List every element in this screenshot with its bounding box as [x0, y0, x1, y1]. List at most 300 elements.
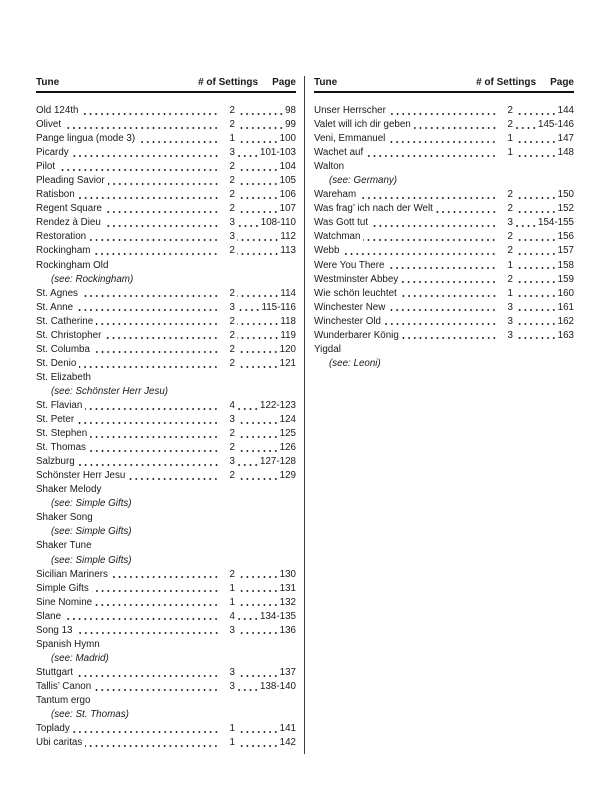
- tune-name: Walton: [314, 161, 345, 173]
- settings-page-gap: [235, 118, 296, 132]
- tune-entry-row: [314, 329, 574, 343]
- settings-count: 1: [507, 133, 513, 145]
- header-settings-label: # of Settings: [476, 77, 537, 88]
- page-number: 158: [557, 259, 574, 271]
- tune-name: Wie schön leuchtet: [314, 287, 397, 299]
- dot-leader: [436, 202, 498, 216]
- tune-name: Restoration: [36, 231, 87, 243]
- tune-name: Shaker Tune: [36, 540, 92, 552]
- settings-page-gap: [235, 202, 296, 216]
- settings-count: 4: [229, 399, 235, 411]
- settings-page-gap: [513, 244, 574, 258]
- dot-leader: [237, 680, 260, 694]
- tune-rows: [314, 104, 574, 371]
- dot-leader: [515, 216, 538, 230]
- tune-name: Pange lingua (mode 3): [36, 133, 136, 145]
- tune-name: Unser Herrscher: [314, 105, 386, 116]
- tune-entry-row: [36, 216, 296, 230]
- page-number: 113: [280, 245, 296, 257]
- dot-leader: [237, 160, 280, 174]
- page-number: 161: [557, 301, 574, 313]
- dot-leader: [237, 287, 280, 301]
- page-number: 124: [279, 414, 296, 426]
- tune-name: St. Anne: [36, 301, 74, 313]
- page-number: 159: [557, 273, 574, 285]
- dot-leader: [237, 329, 280, 343]
- tune-entry-row: [314, 244, 574, 258]
- tune-name: St. Denio: [36, 357, 77, 369]
- dot-leader: [515, 259, 558, 273]
- dot-leader: [389, 104, 498, 118]
- settings-count: 2: [229, 442, 235, 454]
- settings-page-gap: [235, 666, 296, 680]
- tune-name: Westminster Abbey: [314, 273, 399, 285]
- page-number: 141: [279, 723, 296, 735]
- settings-page-gap: [235, 427, 296, 441]
- dot-leader: [515, 146, 558, 160]
- tune-entry-row: [36, 104, 296, 118]
- cross-reference-label: (see: Germany): [329, 175, 398, 187]
- settings-count: 3: [229, 231, 235, 243]
- dot-leader: [92, 582, 220, 596]
- tune-name: Regent Square: [36, 203, 102, 215]
- page-number: 114: [280, 287, 296, 299]
- tune-name: Rockingham Old: [36, 259, 109, 271]
- tune-name: Wareham: [314, 189, 357, 201]
- settings-count: 3: [229, 680, 235, 692]
- dot-leader: [237, 666, 280, 680]
- settings-count: 3: [229, 666, 235, 678]
- settings-page-gap: [235, 722, 296, 736]
- settings-count: 2: [229, 343, 235, 355]
- tune-name: Yigdal: [314, 343, 341, 355]
- settings-count: 3: [507, 301, 513, 313]
- page-number: 119: [280, 329, 296, 341]
- tune-entry-row: [36, 315, 296, 329]
- tune-name: Were You There: [314, 259, 385, 271]
- dot-leader: [95, 596, 220, 610]
- dot-leader: [89, 230, 220, 244]
- settings-count: 2: [229, 568, 235, 580]
- tune-entry-row: [36, 244, 296, 258]
- settings-page-gap: [235, 244, 296, 258]
- tune-entry-row: [36, 666, 296, 680]
- settings-count: 2: [507, 273, 513, 285]
- tune-entry-row: [36, 722, 296, 736]
- tune-name: Olivet: [36, 119, 62, 131]
- dot-leader: [515, 273, 558, 287]
- dot-leader: [237, 216, 261, 230]
- dot-leader: [237, 399, 260, 413]
- tune-name: St. Elizabeth: [36, 371, 92, 383]
- tune-entry-row: [36, 736, 296, 750]
- dot-leader: [237, 427, 280, 441]
- settings-count: 2: [229, 470, 235, 482]
- header-tune-label: Tune: [36, 77, 60, 88]
- settings-count: 2: [507, 203, 513, 215]
- settings-page-gap: [235, 582, 296, 596]
- tune-name: Tallis’ Canon: [36, 680, 92, 692]
- page-number: 106: [279, 189, 296, 201]
- settings-page-gap: [235, 624, 296, 638]
- page-number: 132: [279, 596, 296, 608]
- page-number: 138-140: [260, 680, 296, 692]
- tune-name: Shaker Melody: [36, 484, 102, 496]
- dot-leader: [76, 666, 220, 680]
- page-number: 121: [279, 357, 296, 369]
- settings-page-gap: [513, 118, 574, 132]
- tune-name: Wunderbarer König: [314, 329, 399, 341]
- tune-entry-row: [314, 118, 574, 132]
- tune-name: Ubi caritas: [36, 737, 83, 749]
- dot-leader: [81, 104, 220, 118]
- dot-leader: [515, 188, 558, 202]
- tune-entry-row: [314, 188, 574, 202]
- page-number: 134-135: [260, 610, 296, 622]
- tune-name-row: [36, 259, 296, 273]
- cross-reference-label: (see: Schönster Herr Jesu): [51, 385, 169, 397]
- page-number: 152: [557, 203, 574, 215]
- dot-leader: [81, 287, 220, 301]
- page-number: 129: [279, 470, 296, 482]
- settings-page-gap: [513, 104, 574, 118]
- settings-page-gap: [235, 399, 296, 413]
- header-page-label: Page: [272, 77, 296, 88]
- page-number: 131: [279, 582, 296, 594]
- cross-reference-row: [36, 525, 296, 539]
- settings-page-gap: [235, 104, 296, 118]
- settings-page-gap: [513, 259, 574, 273]
- tune-name: Rockingham: [36, 245, 91, 257]
- settings-page-gap: [513, 132, 574, 146]
- tune-entry-row: [36, 132, 296, 146]
- tune-name: St. Flavian: [36, 399, 83, 411]
- header-tune-label: Tune: [314, 77, 338, 88]
- dot-leader: [388, 301, 498, 315]
- settings-page-gap: [513, 273, 574, 287]
- tune-name-row: [36, 511, 296, 525]
- tune-entry-row: [314, 216, 574, 230]
- dot-leader: [73, 722, 220, 736]
- cross-reference-label: (see: Simple Gifts): [51, 498, 132, 510]
- index-column-right: [314, 77, 574, 371]
- tune-entry-row: [36, 582, 296, 596]
- dot-leader: [72, 146, 220, 160]
- dot-leader: [237, 301, 262, 315]
- settings-page-gap: [235, 413, 296, 427]
- tune-name-row: [314, 343, 574, 357]
- settings-page-gap: [235, 455, 296, 469]
- dot-leader: [94, 680, 220, 694]
- dot-leader: [78, 188, 220, 202]
- tune-name: Winchester Old: [314, 315, 381, 327]
- settings-page-gap: [235, 610, 296, 624]
- page-number: 162: [557, 315, 574, 327]
- tune-name: Shaker Song: [36, 512, 93, 524]
- tune-entry-row: [36, 301, 296, 315]
- settings-count: 3: [229, 301, 235, 313]
- page-number: 136: [279, 624, 296, 636]
- tune-name: St. Peter: [36, 414, 75, 426]
- page-number: 107: [279, 203, 296, 215]
- cross-reference-label: (see: Rockingham): [51, 273, 134, 285]
- tune-name: Veni, Emmanuel: [314, 133, 386, 145]
- dot-leader: [85, 399, 220, 413]
- settings-count: 2: [229, 105, 235, 116]
- dot-leader: [371, 216, 498, 230]
- settings-count: 2: [229, 161, 235, 173]
- tune-name: Old 124th: [36, 105, 79, 116]
- settings-count: 3: [229, 624, 235, 636]
- tune-name: Was Gott tut: [314, 217, 369, 229]
- tune-entry-row: [36, 469, 296, 483]
- tune-entry-row: [314, 202, 574, 216]
- tune-entry-row: [36, 188, 296, 202]
- dot-leader: [104, 329, 220, 343]
- cross-reference-row: [36, 497, 296, 511]
- settings-page-gap: [513, 329, 574, 343]
- settings-page-gap: [235, 329, 296, 343]
- dot-leader: [237, 202, 280, 216]
- tune-entry-row: [36, 329, 296, 343]
- tune-name: Sicilian Mariners: [36, 568, 108, 580]
- dot-leader: [85, 736, 220, 750]
- settings-count: 2: [507, 119, 513, 131]
- cross-reference-row: [36, 708, 296, 722]
- page-number: 145-146: [538, 119, 574, 131]
- cross-reference-label: (see: Madrid): [51, 652, 109, 664]
- dot-leader: [515, 202, 558, 216]
- tune-entry-row: [314, 315, 574, 329]
- settings-count: 1: [507, 259, 513, 271]
- dot-leader: [237, 188, 280, 202]
- dot-leader: [515, 287, 558, 301]
- tune-name: Slane: [36, 610, 62, 622]
- page-number: 156: [557, 231, 574, 243]
- dot-leader: [76, 624, 221, 638]
- page-number: 99: [285, 119, 296, 131]
- tune-name: Simple Gifts: [36, 582, 89, 594]
- header-page-label: Page: [550, 77, 574, 88]
- dot-leader: [237, 736, 280, 750]
- tune-entry-row: [36, 399, 296, 413]
- column-divider: [304, 76, 305, 754]
- page-number: 98: [285, 105, 296, 116]
- tune-entry-row: [36, 568, 296, 582]
- cross-reference-row: [314, 174, 574, 188]
- tune-name: St. Agnes: [36, 287, 78, 299]
- settings-count: 2: [507, 231, 513, 243]
- settings-count: 2: [507, 245, 513, 257]
- settings-page-gap: [235, 216, 296, 230]
- dot-leader: [515, 315, 558, 329]
- cross-reference-row: [36, 652, 296, 666]
- tune-entry-row: [36, 202, 296, 216]
- cross-reference-label: (see: Leoni): [329, 357, 381, 369]
- settings-count: 1: [507, 147, 513, 159]
- dot-leader: [89, 441, 220, 455]
- page-number: 157: [557, 245, 574, 257]
- cross-reference-label: (see: St. Thomas): [51, 709, 129, 721]
- settings-count: 2: [229, 287, 235, 299]
- dot-leader: [366, 146, 498, 160]
- dot-leader: [237, 582, 280, 596]
- dot-leader: [515, 132, 558, 146]
- dot-leader: [93, 244, 220, 258]
- dot-leader: [58, 160, 220, 174]
- settings-page-gap: [513, 315, 574, 329]
- dot-leader: [237, 104, 285, 118]
- page-number: 112: [280, 231, 296, 243]
- page-number: 142: [279, 737, 296, 749]
- tune-entry-row: [314, 301, 574, 315]
- cross-reference-row: [314, 357, 574, 371]
- settings-count: 2: [507, 189, 513, 201]
- page-number: 130: [279, 568, 296, 580]
- page-number: 147: [557, 133, 574, 145]
- tune-entry-row: [36, 357, 296, 371]
- dot-leader: [76, 301, 220, 315]
- dot-leader: [414, 118, 498, 132]
- dot-leader: [237, 722, 280, 736]
- tune-entry-row: [314, 273, 574, 287]
- cross-reference-label: (see: Simple Gifts): [51, 526, 132, 538]
- settings-count: 2: [229, 428, 235, 440]
- cross-reference-row: [36, 554, 296, 568]
- settings-page-gap: [235, 174, 296, 188]
- dot-leader: [359, 188, 498, 202]
- dot-leader: [138, 132, 220, 146]
- settings-page-gap: [513, 202, 574, 216]
- tune-entry-row: [36, 160, 296, 174]
- dot-leader: [237, 244, 280, 258]
- settings-page-gap: [235, 230, 296, 244]
- page-number: 148: [557, 147, 574, 159]
- page-number: 122-123: [260, 399, 296, 411]
- dot-leader: [515, 301, 558, 315]
- tune-name-row: [36, 483, 296, 497]
- tune-name: Salzburg: [36, 456, 75, 468]
- dot-leader: [237, 596, 280, 610]
- tune-name-row: [36, 694, 296, 708]
- settings-count: 3: [229, 456, 235, 468]
- dot-leader: [237, 441, 280, 455]
- tune-entry-row: [36, 610, 296, 624]
- column-header: [314, 77, 574, 93]
- page-number: 160: [557, 287, 574, 299]
- cross-reference-label: (see: Simple Gifts): [51, 554, 132, 566]
- settings-count: 2: [229, 245, 235, 257]
- settings-page-gap: [235, 188, 296, 202]
- settings-page-gap: [513, 188, 574, 202]
- tune-entry-row: [36, 680, 296, 694]
- tune-entry-row: [36, 343, 296, 357]
- settings-count: 1: [507, 287, 513, 299]
- tune-rows: [36, 104, 296, 750]
- settings-page-gap: [235, 568, 296, 582]
- page-number: 137: [279, 666, 296, 678]
- dot-leader: [104, 216, 220, 230]
- dot-leader: [64, 610, 220, 624]
- page-number: 118: [280, 315, 296, 327]
- settings-count: 2: [229, 119, 235, 131]
- settings-page-gap: [235, 160, 296, 174]
- tune-entry-row: [36, 596, 296, 610]
- tune-name: St. Catherine: [36, 315, 94, 327]
- index-column-left: [36, 77, 296, 750]
- settings-page-gap: [235, 441, 296, 455]
- settings-page-gap: [235, 357, 296, 371]
- tune-entry-row: [36, 441, 296, 455]
- settings-page-gap: [513, 216, 574, 230]
- settings-count: 2: [507, 105, 513, 116]
- dot-leader: [111, 568, 220, 582]
- dot-leader: [401, 273, 498, 287]
- tune-entry-row: [36, 230, 296, 244]
- tune-name: Spanish Hymn: [36, 638, 100, 650]
- page-number: 115-116: [261, 301, 296, 313]
- dot-leader: [515, 329, 558, 343]
- settings-page-gap: [235, 680, 296, 694]
- dot-leader: [90, 427, 220, 441]
- page-number: 104: [279, 161, 296, 173]
- settings-count: 3: [507, 217, 513, 229]
- page-number: 100: [279, 133, 296, 145]
- tune-entry-row: [314, 287, 574, 301]
- dot-leader: [93, 343, 220, 357]
- dot-leader: [342, 244, 498, 258]
- tune-name: Pleading Savior: [36, 175, 105, 187]
- tune-entry-row: [36, 146, 296, 160]
- tune-name: St. Stephen: [36, 428, 88, 440]
- dot-leader: [78, 455, 220, 469]
- tune-name: Toplady: [36, 723, 70, 735]
- tune-name: Wachet auf: [314, 147, 364, 159]
- tune-entry-row: [314, 132, 574, 146]
- dot-leader: [363, 230, 498, 244]
- page-number: 126: [279, 442, 296, 454]
- tune-entry-row: [314, 259, 574, 273]
- settings-count: 1: [229, 596, 235, 608]
- tune-entry-row: [36, 118, 296, 132]
- page-number: 125: [279, 428, 296, 440]
- page-number: 154-155: [538, 217, 574, 229]
- dot-leader: [402, 329, 498, 343]
- settings-count: 4: [229, 610, 235, 622]
- dot-leader: [237, 146, 260, 160]
- dot-leader: [400, 287, 498, 301]
- dot-leader: [384, 315, 498, 329]
- settings-count: 3: [507, 329, 513, 341]
- settings-count: 1: [229, 582, 235, 594]
- settings-count: 3: [229, 414, 235, 426]
- tune-name: Rendez à Dieu: [36, 217, 101, 229]
- settings-count: 2: [229, 329, 235, 341]
- tune-name: Pilot: [36, 161, 56, 173]
- settings-count: 3: [229, 217, 235, 229]
- dot-leader: [515, 104, 558, 118]
- settings-page-gap: [513, 301, 574, 315]
- cross-reference-row: [36, 273, 296, 287]
- tune-name: Song 13: [36, 624, 73, 636]
- tune-name: Stuttgart: [36, 666, 74, 678]
- page-number: 105: [279, 175, 296, 187]
- settings-page-gap: [235, 146, 296, 160]
- tune-name-row: [36, 638, 296, 652]
- tune-name: Webb: [314, 245, 340, 257]
- dot-leader: [79, 357, 220, 371]
- dot-leader: [237, 469, 280, 483]
